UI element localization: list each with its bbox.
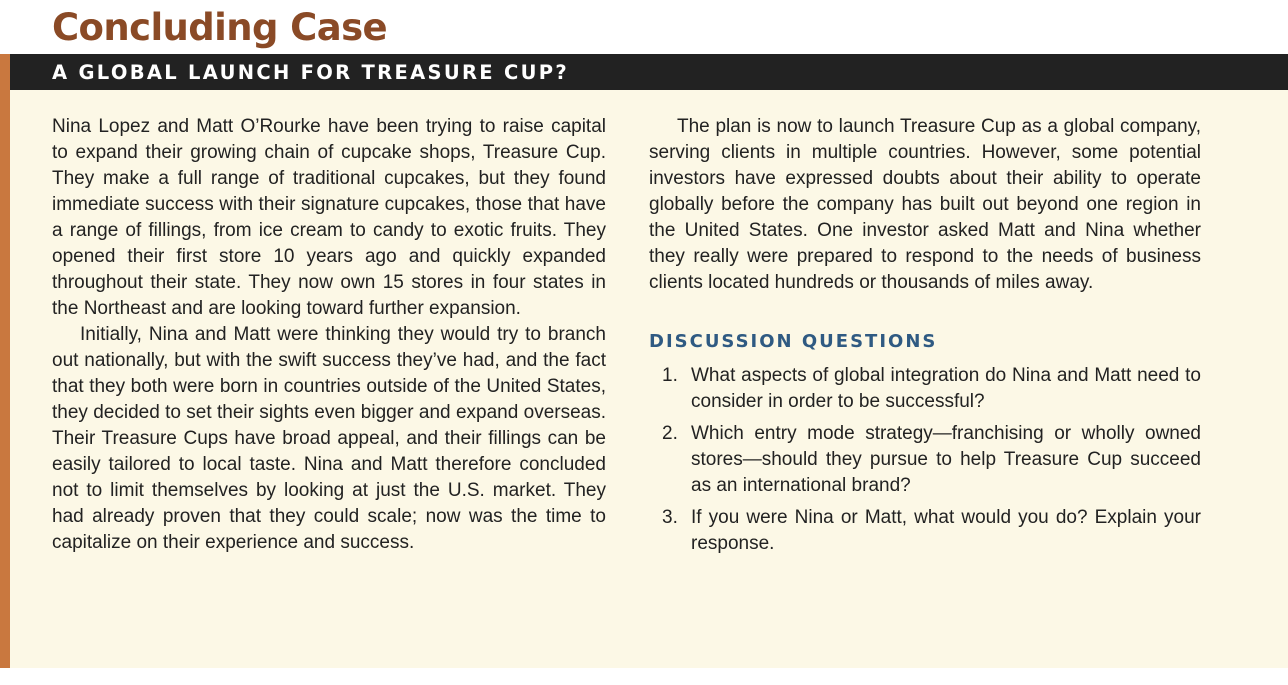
case-paragraph-1: Nina Lopez and Matt O’Rourke have been trying to raise capital to expand their growing chain of cupcake shops, Treasure Cup. They make a full range of traditional cupcakes, but they found immediate success with their signature cupcakes, those that have a range of fillings, from ice cream to candy to exotic fruits. They opened their first store 10 years ago and quickly expanded throughout their state. They now own 15 stores in four states in the Northeast and are looking toward further expansion. bbox=[52, 116, 606, 319]
right-column bbox=[649, 114, 1201, 563]
question-item bbox=[649, 421, 1201, 499]
question-item bbox=[649, 505, 1201, 557]
question-item bbox=[649, 363, 1201, 415]
question-number: 2. bbox=[662, 423, 678, 444]
case-panel bbox=[0, 90, 1288, 668]
panel-accent-stripe bbox=[0, 90, 10, 668]
page-title: Concluding Case bbox=[52, 6, 387, 49]
question-text: Which entry mode strategy—franchising or wholly owned stores—should they pursue to help Treasure Cup succeed as an international brand? bbox=[691, 423, 1201, 496]
question-text: If you were Nina or Matt, what would you do? Explain your response. bbox=[691, 507, 1201, 554]
case-title-bar bbox=[0, 54, 1288, 90]
case-title: A GLOBAL LAUNCH FOR TREASURE CUP? bbox=[52, 61, 569, 84]
question-text: What aspects of global integration do Nina and Matt need to consider in order to be successful? bbox=[691, 365, 1201, 412]
discussion-questions-list bbox=[649, 363, 1201, 557]
question-number: 1. bbox=[662, 365, 678, 386]
discussion-questions-heading: DISCUSSION QUESTIONS bbox=[649, 331, 938, 352]
left-column bbox=[52, 114, 606, 556]
case-paragraph-2: Initially, Nina and Matt were thinking they would try to branch out nationally, but with the swift success they’ve had, and the fact that they both were born in countries outside of the United States, they decided to set their sights even bigger and expand overseas. Their Treasure Cups have broad appeal, and their fillings can be easily tailored to local taste. Nina and Matt therefore concluded not to limit themselves by looking at just the U.S. market. They had already proven that they could scale; now was the time to capitalize on their experience and success. bbox=[52, 324, 606, 553]
title-bar-accent bbox=[0, 54, 10, 90]
question-number: 3. bbox=[662, 507, 678, 528]
case-paragraph-3: The plan is now to launch Treasure Cup as a global company, serving clients in multiple countries. However, some potential investors have expressed doubts about their ability to operate globally before the company has built out beyond one region in the United States. One investor asked Matt and Nina whether they really were prepared to respond to the needs of business clients located hundreds or thousands of miles away. bbox=[649, 116, 1201, 293]
